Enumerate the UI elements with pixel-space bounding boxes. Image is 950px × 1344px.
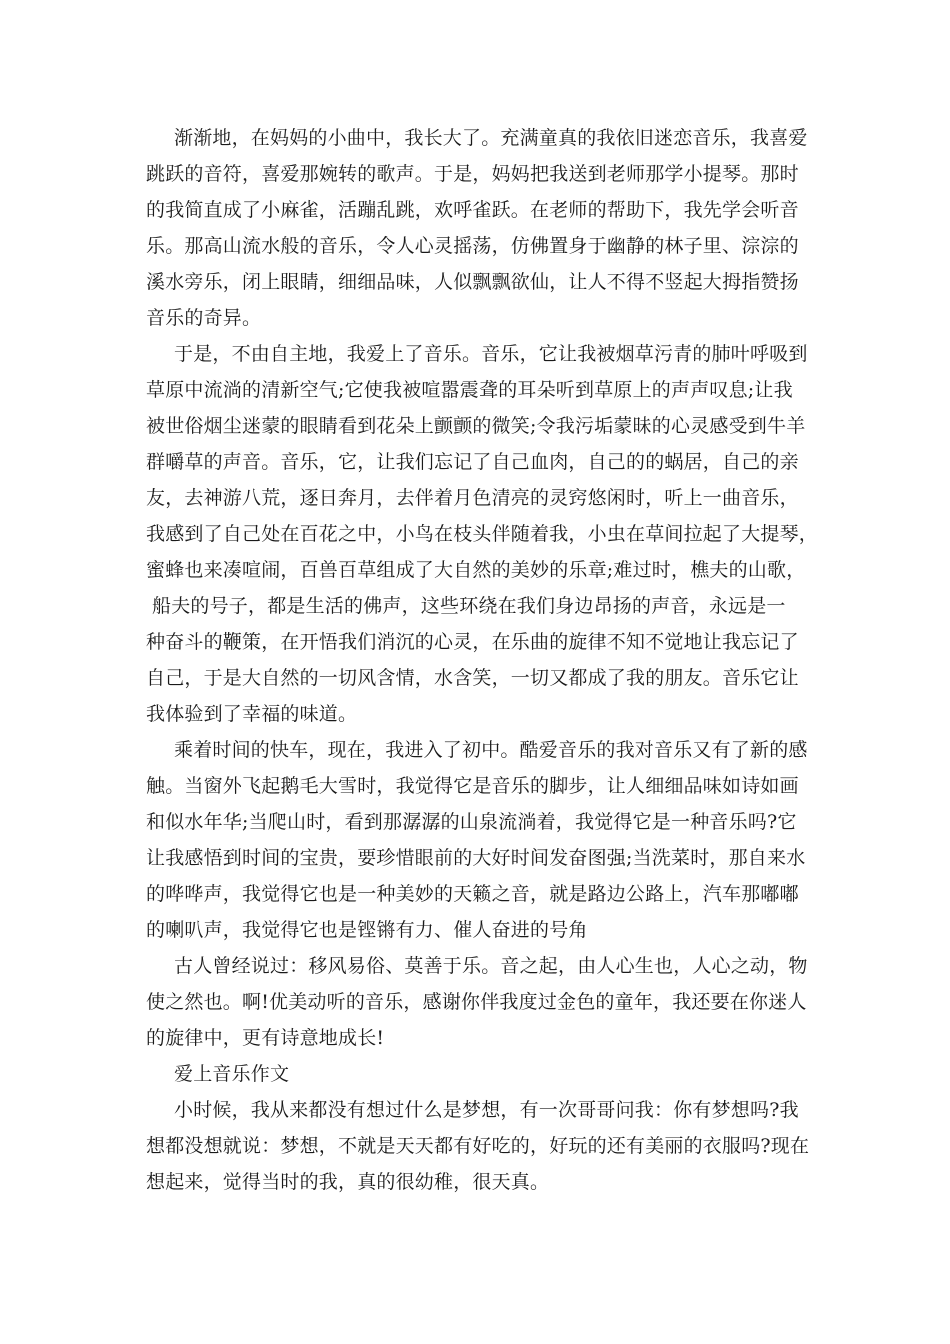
text-line: 的旋律中，更有诗意地成长!	[146, 1027, 385, 1049]
text-line: 音乐的奇异。	[146, 307, 262, 329]
text-line: 让我感悟到时间的宝贵，要珍惜眼前的大好时间发奋图强;当洗菜时，那自来水	[146, 847, 806, 869]
text-line: 我感到了自己处在百花之中，小鸟在枝头伴随着我，小虫在草间拉起了大提琴，	[146, 523, 819, 545]
section-heading: 爱上音乐作文	[174, 1063, 290, 1085]
text-line: 古人曾经说过：移风易俗、莫善于乐。音之起，由人心生也，人心之动，物	[174, 955, 808, 977]
text-line: 渐渐地，在妈妈的小曲中，我长大了。充满童真的我依旧迷恋音乐，我喜爱	[174, 127, 808, 149]
text-line: 的哗哗声，我觉得它也是一种美妙的天籁之音，就是路边公路上，汽车那嘟嘟	[146, 883, 799, 905]
text-line: 想都没想就说：梦想，不就是天天都有好吃的，好玩的还有美丽的衣服吗?现在	[146, 1135, 810, 1157]
text-line: 草原中流淌的清新空气;它使我被喧嚣震聋的耳朵听到草原上的声声叹息;让我	[146, 379, 793, 401]
text-line: 乐。那高山流水般的音乐，令人心灵摇荡，仿佛置身于幽静的林子里、淙淙的	[146, 235, 799, 257]
text-line: 的喇叭声，我觉得它也是铿锵有力、催人奋进的号角	[146, 919, 588, 941]
text-line: 跳跃的音符，喜爱那婉转的歌声。于是，妈妈把我送到老师那学小提琴。那时	[146, 163, 799, 185]
text-line: 自己，于是大自然的一切风含情，水含笑，一切又都成了我的朋友。音乐它让	[146, 667, 799, 689]
text-line: 蜜蜂也来凑喧闹，百兽百草组成了大自然的美妙的乐章;难过时，樵夫的山歌，	[146, 559, 806, 581]
text-line: 小时候，我从来都没有想过什么是梦想，有一次哥哥问我：你有梦想吗?我	[174, 1099, 799, 1121]
text-line: 群嚼草的声音。音乐，它，让我们忘记了自己血肉，自己的的蜗居，自己的亲	[146, 451, 799, 473]
text-line: 种奋斗的鞭策，在开悟我们消沉的心灵，在乐曲的旋律不知不觉地让我忘记了	[146, 631, 799, 653]
text-line: 友，去神游八荒，逐日奔月，去伴着月色清亮的灵窍悠闲时，听上一曲音乐，	[146, 487, 799, 509]
text-line: 使之然也。啊!优美动听的音乐，感谢你伴我度过金色的童年，我还要在你迷人	[146, 991, 807, 1013]
text-line: 触。当窗外飞起鹅毛大雪时，我觉得它是音乐的脚步，让人细细品味如诗如画	[146, 775, 799, 797]
text-line: 溪水旁乐，闭上眼睛，细细品味，人似飘飘欲仙，让人不得不竖起大拇指赞扬	[146, 271, 799, 293]
text-line: 的我简直成了小麻雀，活蹦乱跳，欢呼雀跃。在老师的帮助下，我先学会听音	[146, 199, 799, 221]
text-line: 想起来，觉得当时的我，真的很幼稚，很天真。	[146, 1171, 550, 1193]
text-line: 乘着时间的快车，现在，我进入了初中。酷爱音乐的我对音乐又有了新的感	[174, 739, 808, 761]
text-line: 于是，不由自主地，我爱上了音乐。音乐，它让我被烟草污青的肺叶呼吸到	[174, 343, 808, 365]
text-line: 被世俗烟尘迷蒙的眼睛看到花朵上颤颤的微笑;令我污垢蒙昧的心灵感受到牛羊	[146, 415, 806, 437]
text-line: 和似水年华;当爬山时，看到那潺潺的山泉流淌着，我觉得它是一种音乐吗?它	[146, 811, 797, 833]
text-line: 我体验到了幸福的味道。	[146, 703, 358, 725]
text-line: 船夫的号子，都是生活的佛声，这些环绕在我们身边昂扬的声音，永远是一	[152, 595, 786, 617]
